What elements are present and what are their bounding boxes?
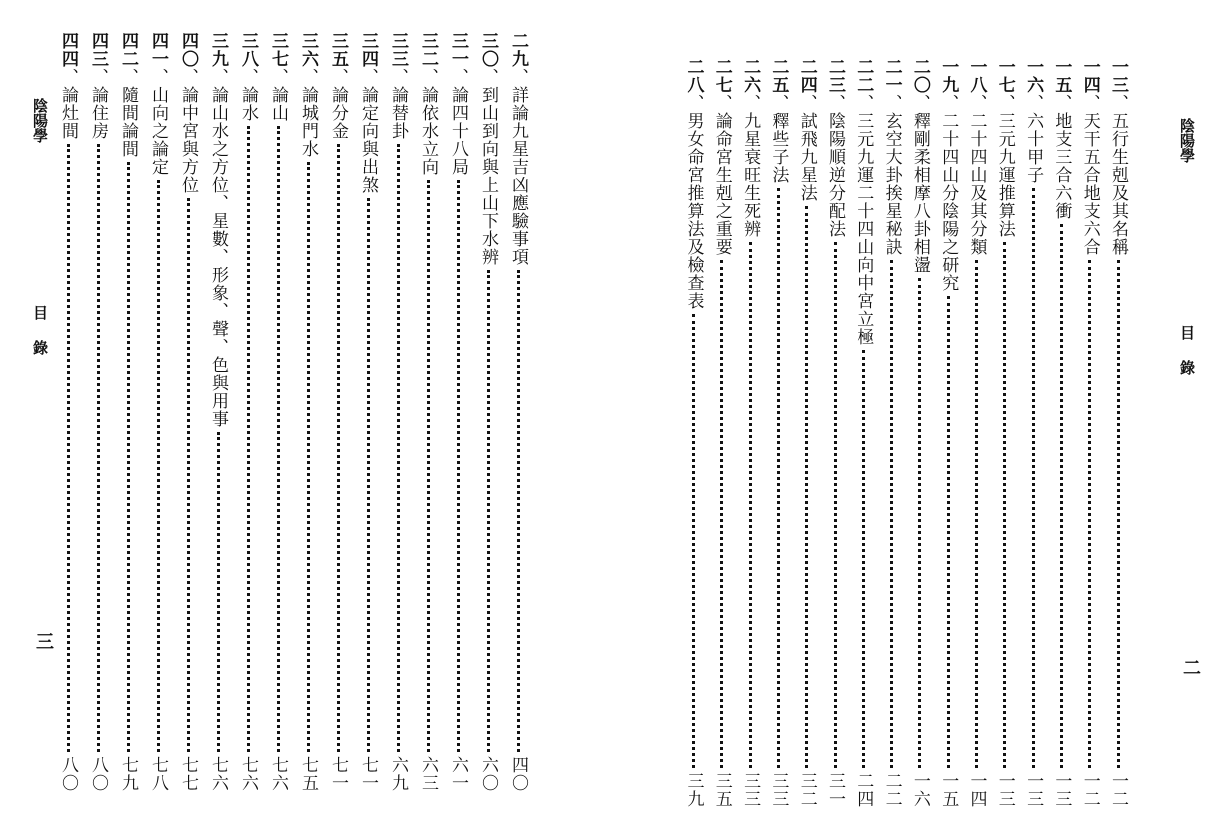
toc-entry xyxy=(964,58,990,808)
toc-entry xyxy=(505,32,531,792)
entry-page-number: 三一 xyxy=(825,772,845,808)
entry-title: 地支三合六衝 xyxy=(1051,112,1072,220)
toc-entry xyxy=(935,58,961,808)
entry-page-number: 七八 xyxy=(148,756,168,792)
entry-page-number: 一六 xyxy=(909,772,930,808)
toc-entry xyxy=(681,58,707,808)
toc-entry xyxy=(475,32,501,792)
toc-entry xyxy=(850,58,876,808)
entry-separator: 、 xyxy=(208,68,228,86)
dot-leader xyxy=(487,270,490,752)
dot-leader xyxy=(1088,260,1091,768)
entry-separator: 、 xyxy=(711,94,732,112)
entry-number: 三七 xyxy=(268,32,288,68)
entry-title: 隨間論間 xyxy=(118,86,138,158)
left-page-number: 三 xyxy=(33,632,54,650)
entry-separator: 、 xyxy=(328,68,348,86)
toc-entry xyxy=(709,58,735,808)
entry-number: 一九 xyxy=(938,58,959,94)
entry-number: 三九 xyxy=(208,32,228,68)
entry-separator: 、 xyxy=(1023,94,1044,112)
dot-leader xyxy=(127,162,130,752)
entry-separator: 、 xyxy=(1079,94,1100,112)
entry-page-number: 七六 xyxy=(238,756,258,792)
dot-leader xyxy=(1060,224,1063,768)
dot-leader xyxy=(777,188,780,768)
entry-number: 二四 xyxy=(796,58,817,94)
entry-number: 四一 xyxy=(148,32,168,68)
toc-entry xyxy=(265,32,291,792)
entry-separator: 、 xyxy=(298,68,318,86)
toc-entry xyxy=(235,32,261,792)
right-page-number: 二 xyxy=(1180,658,1201,676)
entry-separator: 、 xyxy=(508,68,528,86)
entry-separator: 、 xyxy=(768,94,789,112)
entry-title: 陰陽順逆分配法 xyxy=(825,112,845,238)
toc-entry xyxy=(145,32,171,792)
entry-title: 到山到向與上山下水辨 xyxy=(478,86,498,266)
entry-title: 論山 xyxy=(268,86,288,122)
entry-separator: 、 xyxy=(853,94,874,112)
toc-entry xyxy=(1048,58,1074,808)
toc-entry xyxy=(55,32,81,792)
dot-leader xyxy=(457,180,460,752)
entry-separator: 、 xyxy=(881,94,902,112)
entry-separator: 、 xyxy=(994,94,1015,112)
dot-leader xyxy=(97,144,100,752)
entry-separator: 、 xyxy=(358,68,378,86)
entry-page-number: 七七 xyxy=(178,756,198,792)
dot-leader xyxy=(975,260,978,768)
dot-leader xyxy=(834,242,837,768)
dot-leader xyxy=(217,432,220,752)
toc-entry xyxy=(295,32,321,792)
dot-leader xyxy=(277,126,280,752)
entry-page-number: 三九 xyxy=(683,772,704,808)
entry-number: 一四 xyxy=(1079,58,1100,94)
entry-title: 論替卦 xyxy=(388,86,408,140)
entry-number: 一五 xyxy=(1051,58,1072,94)
entry-title: 山向之論定 xyxy=(148,86,168,176)
entry-page-number: 一二 xyxy=(1108,772,1128,808)
entry-page-number: 一三 xyxy=(1051,772,1072,808)
entry-number: 四二 xyxy=(118,32,138,68)
dot-leader xyxy=(749,242,752,768)
entry-number: 三一 xyxy=(448,32,468,68)
right-page xyxy=(640,0,1226,833)
entry-page-number: 七九 xyxy=(118,756,138,792)
entry-title: 詳論九星吉凶應驗事項 xyxy=(508,86,528,266)
toc-entry xyxy=(175,32,201,792)
entry-title: 九星衰旺生死辨 xyxy=(740,112,761,238)
entry-number: 一七 xyxy=(994,58,1015,94)
entry-page-number: 二二 xyxy=(881,772,902,808)
toc-entry xyxy=(445,32,471,792)
entry-separator: 、 xyxy=(418,68,438,86)
toc-entry xyxy=(115,32,141,792)
entry-number: 二七 xyxy=(711,58,732,94)
right-running-title: 陰陽學 xyxy=(1178,118,1196,163)
entry-title: 論依水立向 xyxy=(418,86,438,176)
dot-leader xyxy=(67,144,70,752)
entry-separator: 、 xyxy=(966,94,987,112)
entry-page-number: 一四 xyxy=(966,772,987,808)
entry-title: 論灶間 xyxy=(58,86,78,140)
entry-title: 試飛九星法 xyxy=(796,112,817,202)
entry-title: 天干五合地支六合 xyxy=(1079,112,1100,256)
entry-number: 一三 xyxy=(1108,58,1128,94)
dot-leader xyxy=(427,180,430,752)
entry-page-number: 一二 xyxy=(1079,772,1100,808)
entry-title: 六十甲子 xyxy=(1023,112,1044,184)
dot-leader xyxy=(1032,188,1035,768)
toc-entry xyxy=(205,32,231,792)
dot-leader xyxy=(157,180,160,752)
entry-number: 二九 xyxy=(508,32,528,68)
entry-separator: 、 xyxy=(683,94,704,112)
dot-leader xyxy=(397,144,400,752)
toc-entry xyxy=(992,58,1018,808)
toc-entry xyxy=(907,58,933,808)
dot-leader xyxy=(805,206,808,768)
entry-number: 三五 xyxy=(328,32,348,68)
entry-page-number: 一三 xyxy=(994,772,1015,808)
entry-page-number: 八〇 xyxy=(88,756,108,792)
entry-title: 論中宮與方位 xyxy=(178,86,198,194)
entry-number: 二八 xyxy=(683,58,704,94)
entry-title: 釋剛柔相摩八卦相盪 xyxy=(909,112,930,274)
dot-leader xyxy=(337,144,340,752)
entry-page-number: 六九 xyxy=(388,756,408,792)
toc-entry xyxy=(822,58,848,808)
entry-page-number: 七六 xyxy=(208,756,228,792)
entry-title: 三元九運二十四山向中宮立極 xyxy=(853,112,874,346)
entry-title: 論住房 xyxy=(88,86,108,140)
entry-number: 一八 xyxy=(966,58,987,94)
entry-title: 論山水之方位、星數、形象、聲、色與用事 xyxy=(208,86,228,428)
entry-number: 二三 xyxy=(825,58,845,94)
entry-separator: 、 xyxy=(796,94,817,112)
entry-page-number: 一三 xyxy=(1023,772,1044,808)
entry-page-number: 七五 xyxy=(298,756,318,792)
entry-number: 二一 xyxy=(881,58,902,94)
dot-leader xyxy=(890,260,893,768)
entry-number: 四三 xyxy=(88,32,108,68)
entry-title: 二十四山及其分類 xyxy=(966,112,987,256)
dot-leader xyxy=(947,296,950,768)
entry-separator: 、 xyxy=(825,94,845,112)
entry-page-number: 八〇 xyxy=(58,756,78,792)
entry-separator: 、 xyxy=(448,68,468,86)
entry-page-number: 七一 xyxy=(358,756,378,792)
entry-number: 一六 xyxy=(1023,58,1044,94)
right-section-title: 目錄 xyxy=(1178,325,1196,395)
entry-separator: 、 xyxy=(938,94,959,112)
entry-separator: 、 xyxy=(268,68,288,86)
entry-number: 三〇 xyxy=(478,32,498,68)
left-page xyxy=(0,0,600,833)
entry-title: 二十四山分陰陽之研究 xyxy=(938,112,959,292)
entry-title: 三元九運推算法 xyxy=(994,112,1015,238)
left-running-title: 陰陽學 xyxy=(31,98,49,143)
entry-number: 四〇 xyxy=(178,32,198,68)
dot-leader xyxy=(367,198,370,752)
entry-page-number: 六三 xyxy=(418,756,438,792)
entry-page-number: 三五 xyxy=(711,772,732,808)
entry-separator: 、 xyxy=(88,68,108,86)
entry-page-number: 六一 xyxy=(448,756,468,792)
entry-number: 二〇 xyxy=(909,58,930,94)
entry-title: 論命宮生剋之重要 xyxy=(711,112,732,256)
dot-leader xyxy=(307,162,310,752)
entry-title: 論四十八局 xyxy=(448,86,468,176)
entry-separator: 、 xyxy=(740,94,761,112)
entry-number: 三二 xyxy=(418,32,438,68)
toc-entry xyxy=(879,58,905,808)
dot-leader xyxy=(187,198,190,752)
entry-separator: 、 xyxy=(478,68,498,86)
entry-page-number: 三三 xyxy=(768,772,789,808)
entry-separator: 、 xyxy=(1108,94,1128,112)
entry-number: 二二 xyxy=(853,58,874,94)
entry-separator: 、 xyxy=(148,68,168,86)
entry-separator: 、 xyxy=(909,94,930,112)
entry-number: 三六 xyxy=(298,32,318,68)
entry-separator: 、 xyxy=(238,68,258,86)
entry-separator: 、 xyxy=(178,68,198,86)
entry-title: 論定向與出煞 xyxy=(358,86,378,194)
entry-page-number: 三二 xyxy=(796,772,817,808)
entry-separator: 、 xyxy=(388,68,408,86)
toc-entry xyxy=(325,32,351,792)
entry-page-number: 一五 xyxy=(938,772,959,808)
toc-entry xyxy=(765,58,791,808)
entry-title: 玄空大卦挨星秘訣 xyxy=(881,112,902,256)
entry-page-number: 七一 xyxy=(328,756,348,792)
dot-leader xyxy=(517,270,520,752)
entry-title: 論城門水 xyxy=(298,86,318,158)
toc-entry xyxy=(1077,58,1103,808)
toc-entry xyxy=(794,58,820,808)
entry-title: 男女命宮推算法及檢查表 xyxy=(683,112,704,310)
left-section-title: 目錄 xyxy=(31,305,49,375)
entry-number: 四四 xyxy=(58,32,78,68)
toc-entry xyxy=(737,58,763,808)
toc-entry xyxy=(1105,58,1131,808)
entry-separator: 、 xyxy=(118,68,138,86)
entry-separator: 、 xyxy=(58,68,78,86)
entry-number: 三三 xyxy=(388,32,408,68)
entry-title: 釋些子法 xyxy=(768,112,789,184)
entry-separator: 、 xyxy=(1051,94,1072,112)
entry-page-number: 三三 xyxy=(740,772,761,808)
entry-number: 二五 xyxy=(768,58,789,94)
entry-number: 二六 xyxy=(740,58,761,94)
entry-page-number: 二四 xyxy=(853,772,874,808)
entry-title: 論分金 xyxy=(328,86,348,140)
entry-page-number: 四〇 xyxy=(508,756,528,792)
toc-entry xyxy=(85,32,111,792)
entry-page-number: 七六 xyxy=(268,756,288,792)
toc-entry xyxy=(385,32,411,792)
entry-number: 三四 xyxy=(358,32,378,68)
dot-leader xyxy=(1003,242,1006,768)
entry-title: 論水 xyxy=(238,86,258,122)
dot-leader xyxy=(720,260,723,768)
dot-leader xyxy=(247,126,250,752)
dot-leader xyxy=(692,314,695,768)
toc-entry xyxy=(415,32,441,792)
entry-number: 三八 xyxy=(238,32,258,68)
entry-page-number: 六〇 xyxy=(478,756,498,792)
dot-leader xyxy=(918,278,921,768)
dot-leader xyxy=(862,350,865,768)
toc-entry xyxy=(355,32,381,792)
toc-entry xyxy=(1020,58,1046,808)
dot-leader xyxy=(1117,260,1120,768)
entry-title: 五行生剋及其名稱 xyxy=(1108,112,1128,256)
